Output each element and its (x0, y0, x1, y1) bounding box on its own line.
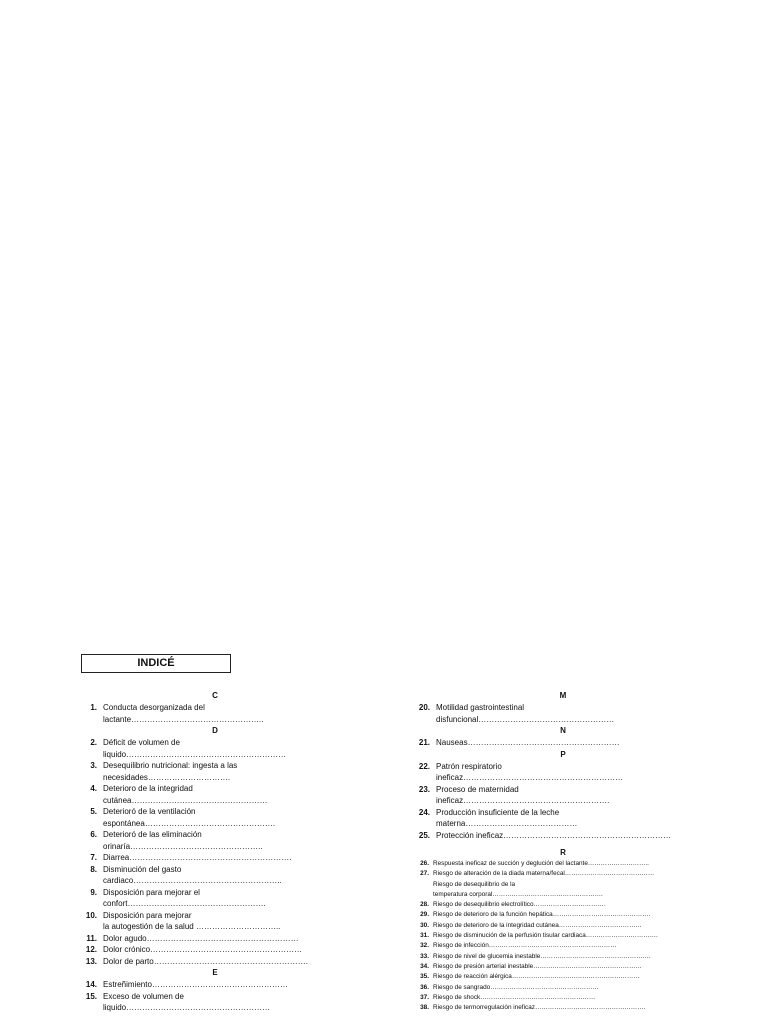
entry-number: 22. (418, 761, 430, 771)
index-entry (413, 910, 713, 920)
section-letter: P (560, 749, 566, 759)
entry-text: Desequilibrio nutricional: ingesta a las necesidades…………………………. (103, 761, 238, 782)
entry-text: Riesgo de infección…………………………………………………… (433, 942, 617, 950)
index-entry (80, 737, 350, 760)
entry-text: Nauseas………………………………………………… (436, 738, 620, 747)
entry-number: 28. (420, 901, 429, 909)
entry-number: 21. (418, 738, 430, 747)
entry-number: 6. (90, 830, 97, 839)
index-entry (80, 783, 350, 806)
entry-text: Producción insuficiente de la leche materna…………………………………… (436, 807, 578, 828)
index-entry (413, 737, 713, 749)
index-entry (413, 702, 713, 725)
entry-number: 33. (420, 952, 429, 960)
index-title: INDICÉ (81, 654, 231, 673)
entry-number: 2. (90, 738, 97, 747)
entry-number: 3. (90, 761, 97, 770)
entry-text: Riesgo de reacción alérgica…………………………………………………… (433, 973, 640, 981)
entry-text: Patrón respiratorio ineficaz…………………………………………………… (436, 761, 624, 782)
index-entry (413, 830, 713, 842)
entry-text: Riesgo de deterioro de la función hepática………………………………………. (433, 911, 651, 919)
index-entry (413, 983, 713, 993)
entry-text: Deterioró de la ventilación espontánea…………………………………………. (103, 807, 276, 828)
entry-number: 29. (420, 911, 429, 919)
entry-text: Conducta desorganizada del lactante………………………………………….. (103, 703, 264, 724)
entry-number: 9. (90, 887, 97, 897)
entry-number: 11. (86, 933, 97, 943)
entry-number: 26. (420, 860, 429, 867)
entry-text: Respuesta ineficaz de succión y deglución del lactante……………………….. (433, 860, 649, 867)
entry-text: Proceso de maternidad ineficaz………………………………………………. (436, 784, 610, 805)
entry-text: Protección ineficaz……………………………………………………… (436, 830, 672, 840)
entry-text: Dolor agudo………………………………………………… (103, 933, 299, 943)
entry-text: Deterioro de la integridad cutánea…………………………………………… (103, 784, 268, 805)
index-entry (413, 993, 713, 1003)
entry-text: Riesgo de nivel de glucemia inestable……………………………………………. (433, 952, 651, 960)
index-entry (413, 931, 713, 941)
index-entry (80, 864, 350, 887)
index-entry (80, 760, 350, 783)
entry-number: 30. (420, 921, 429, 929)
entry-text: Deterioró de las eliminación orinaría………………………………………….. (103, 830, 263, 851)
index-entry (80, 829, 350, 852)
entry-text: Riesgo de desequilibrio electrolítico……………………………. (433, 901, 606, 909)
entry-text: Exceso de volumen de liquido……………………………………………… (103, 991, 271, 1012)
entry-number: 10. (85, 910, 97, 920)
index-entry (413, 869, 713, 900)
entry-text: Disposición para mejorar la autogestión de la salud ………………………….. (103, 910, 281, 931)
index-entry (413, 900, 713, 910)
entry-text: Dolor de parto…………………………………………………. (103, 956, 308, 966)
index-entry (413, 962, 713, 972)
index-entry (413, 952, 713, 962)
entry-number: 1. (90, 703, 97, 712)
index-entry (413, 807, 713, 830)
entry-number: 32. (420, 942, 429, 950)
entry-text: Riesgo de termorregulación ineficaz……………………………………………. (433, 1004, 646, 1012)
entry-number: 31. (420, 932, 429, 940)
entry-number: 13. (85, 956, 97, 966)
entry-number: 25. (418, 830, 430, 840)
entry-text: Riesgo de sangrado…………………………………………… (433, 983, 599, 991)
section-letter: E (212, 968, 218, 977)
index-entry (413, 921, 713, 931)
index-entry (80, 991, 350, 1014)
index-entry (413, 972, 713, 982)
entry-text: Riesgo de presión arterial inestable…………………………………………… (433, 962, 642, 970)
entry-number: 34. (420, 962, 429, 970)
index-entry (413, 761, 713, 784)
entry-text: Motilidad gastrointestinal disfuncional…………………………………………… (436, 703, 615, 724)
entry-number: 38. (420, 1004, 429, 1012)
entry-number: 36. (420, 983, 429, 991)
entry-text: Riesgo de disminución de la perfusión tisular cardiaca……………………………. (433, 932, 658, 940)
section-letter: M (559, 691, 567, 700)
entry-number: 14. (85, 980, 97, 989)
entry-number: 24. (418, 807, 430, 817)
entry-number: 12. (85, 945, 97, 954)
index-entry (413, 941, 713, 951)
entry-text: Dolor crónico………………………………………………… (103, 945, 303, 954)
index-entry (80, 979, 350, 991)
entry-text: Disposición para mejorar el confort……………………………………………. (103, 887, 266, 908)
index-column-right (413, 690, 713, 1013)
section-letter: R (560, 848, 566, 857)
section-letter: D (212, 726, 218, 735)
entry-number: 20. (418, 703, 430, 712)
index-entry (80, 933, 350, 945)
entry-text: Diarrea……………………………………………………. (103, 853, 292, 862)
entry-number: 27. (420, 870, 429, 878)
entry-number: 5. (90, 807, 97, 816)
index-entry (80, 956, 350, 968)
section-letter: N (560, 726, 566, 735)
index-entry (80, 944, 350, 956)
index-column-left (80, 690, 350, 1014)
entry-number: 35. (420, 973, 429, 981)
entry-text: Disminución del gasto cardiaco……………………………………………….. (103, 864, 282, 885)
index-entry (80, 887, 350, 910)
entry-text: Estreñimiento…………………………………………… (103, 980, 288, 989)
index-entry (80, 702, 350, 725)
index-entry (80, 852, 350, 864)
index-entry (413, 784, 713, 807)
entry-text: Déficit de volumen de liquido…………………………………………………… (103, 738, 287, 759)
entry-text: Riesgo de deterioro de la integridad cutánea………………………………… (433, 921, 642, 929)
entry-number: 8. (90, 864, 97, 874)
entry-number: 4. (90, 784, 97, 793)
entry-number: 23. (418, 784, 430, 794)
index-entry (413, 859, 713, 869)
index-entry (413, 1003, 713, 1013)
index-entry (80, 910, 350, 933)
entry-number: 15. (85, 991, 97, 1001)
entry-number: 37. (420, 993, 429, 1001)
section-letter: C (212, 691, 218, 700)
index-column-right-main (413, 690, 713, 841)
entry-text: Riesgo de shock……………………………………………… (433, 993, 596, 1001)
entry-text: Riesgo de alteración de la diada materna/fecal…………………………………… Riesgo de desequilibrio de la temperatura corporal……………………………………………. (433, 870, 655, 898)
index-column-right-small (413, 847, 713, 1013)
entry-number: 7. (90, 853, 97, 862)
index-entry (80, 806, 350, 829)
